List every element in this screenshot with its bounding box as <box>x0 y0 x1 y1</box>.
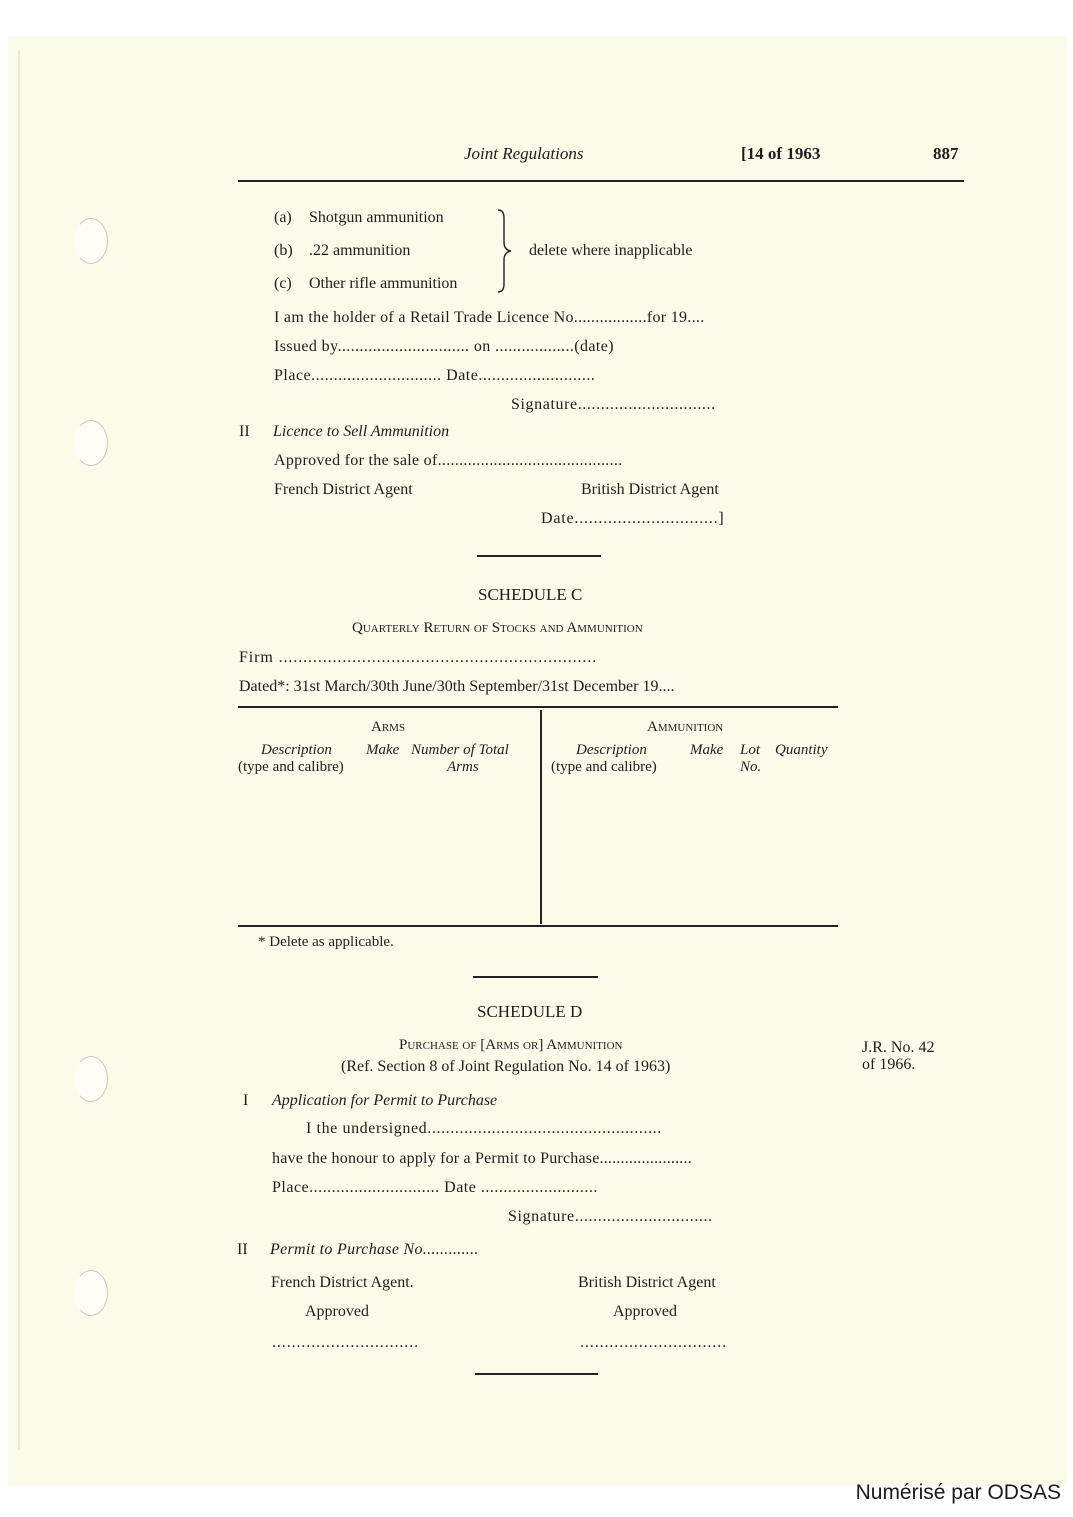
signature-dots-right: .............................. <box>580 1334 727 1351</box>
ammo-type-22: .22 ammunition <box>309 242 411 259</box>
regulation-reference: [14 of 1963 <box>741 144 821 163</box>
table-top-rule <box>238 706 838 708</box>
ammunition-heading: Ammunition <box>647 719 724 735</box>
section-divider-1 <box>477 555 601 557</box>
curly-brace <box>494 208 516 294</box>
running-title: Joint Regulations <box>464 144 584 163</box>
firm-line: Firm ................................................................. <box>239 649 598 666</box>
arms-heading: Arms <box>371 719 406 735</box>
ammo-label-a: (a) <box>274 209 292 226</box>
page-number: 887 <box>933 144 959 163</box>
schedule-d-title: SCHEDULE D <box>477 1002 583 1021</box>
ammo-col-description: Description <box>576 742 647 758</box>
section-ii-heading: Licence to Sell Ammunition <box>273 423 450 440</box>
margin-note-year: of 1966. <box>862 1056 916 1073</box>
agent-date-line: Date..............................] <box>541 510 725 527</box>
dated-line: Dated*: 31st March/30th June/30th September/31st December 19.... <box>239 678 675 695</box>
binder-hole-4 <box>74 1270 108 1316</box>
section-ii-permit-numeral: II <box>237 1241 248 1258</box>
ammo-label-b: (b) <box>274 242 293 259</box>
french-district-agent: French District Agent <box>274 481 413 498</box>
british-district-agent: British District Agent <box>581 481 719 498</box>
ammo-col-lot-sub: No. <box>740 759 762 775</box>
apply-permit-line: have the honour to apply for a Permit to Purchase...................... <box>272 1150 692 1167</box>
margin-note-jr: J.R. No. 42 <box>862 1039 935 1056</box>
ammo-label-c: (c) <box>274 275 292 292</box>
table-column-divider <box>540 710 542 924</box>
place-date-line: Place............................. Date.......................... <box>274 367 596 384</box>
section-i-numeral: I <box>243 1092 249 1109</box>
arms-col-description: Description <box>261 742 332 758</box>
signature-dots-left: .............................. <box>272 1334 419 1351</box>
header-rule <box>238 180 964 182</box>
issued-by-line: Issued by.............................. on ..................(date) <box>274 338 614 355</box>
permit-french-agent: French District Agent. <box>271 1274 414 1291</box>
approved-left: Approved <box>305 1303 369 1320</box>
binder-hole-2 <box>74 420 108 466</box>
binder-hole-1 <box>74 218 108 264</box>
signature-line: Signature.............................. <box>511 396 716 413</box>
licence-holder-line: I am the holder of a Retail Trade Licence No.................for 19.... <box>274 309 705 326</box>
schedule-d-subtitle: Purchase of [Arms or] Ammunition <box>399 1037 623 1053</box>
undersigned-line: I the undersigned................................................... <box>306 1120 662 1137</box>
delete-note: delete where inapplicable <box>529 242 693 259</box>
page-edge-shadow <box>18 50 20 1450</box>
purchase-signature-line: Signature.............................. <box>508 1208 713 1225</box>
ammo-type-rifle: Other rifle ammunition <box>309 275 458 292</box>
permit-british-agent: British District Agent <box>578 1274 716 1291</box>
permit-number-line: Permit to Purchase No............. <box>270 1241 479 1258</box>
purchase-place-date-line: Place............................. Date .......................... <box>272 1179 598 1196</box>
approved-sale-line: Approved for the sale of........................................... <box>274 452 623 469</box>
table-bottom-rule <box>238 925 838 927</box>
ammo-col-lot: Lot <box>740 742 761 758</box>
section-ii-numeral: II <box>239 423 250 440</box>
section-divider-3 <box>475 1373 598 1375</box>
arms-col-number: Number of Total <box>411 742 509 758</box>
schedule-d-reference: (Ref. Section 8 of Joint Regulation No. 14 of 1963) <box>341 1058 671 1075</box>
arms-col-number-sub: Arms <box>447 759 479 775</box>
ammo-col-description-sub: (type and calibre) <box>551 759 657 775</box>
binder-hole-3 <box>74 1056 108 1102</box>
ammo-type-shotgun: Shotgun ammunition <box>309 209 444 226</box>
ammo-col-make: Make <box>690 742 724 758</box>
arms-col-make: Make <box>366 742 400 758</box>
section-i-heading: Application for Permit to Purchase <box>272 1092 498 1109</box>
digitization-credit: Numérisé par ODSAS <box>855 1481 1061 1504</box>
arms-col-description-sub: (type and calibre) <box>238 759 344 775</box>
schedule-c-footnote: * Delete as applicable. <box>258 934 394 950</box>
approved-right: Approved <box>613 1303 677 1320</box>
ammo-col-quantity: Quantity <box>775 742 828 758</box>
schedule-c-title: SCHEDULE C <box>478 585 583 604</box>
schedule-c-subtitle: Quarterly Return of Stocks and Ammunition <box>352 620 643 636</box>
section-divider-2 <box>473 976 598 978</box>
